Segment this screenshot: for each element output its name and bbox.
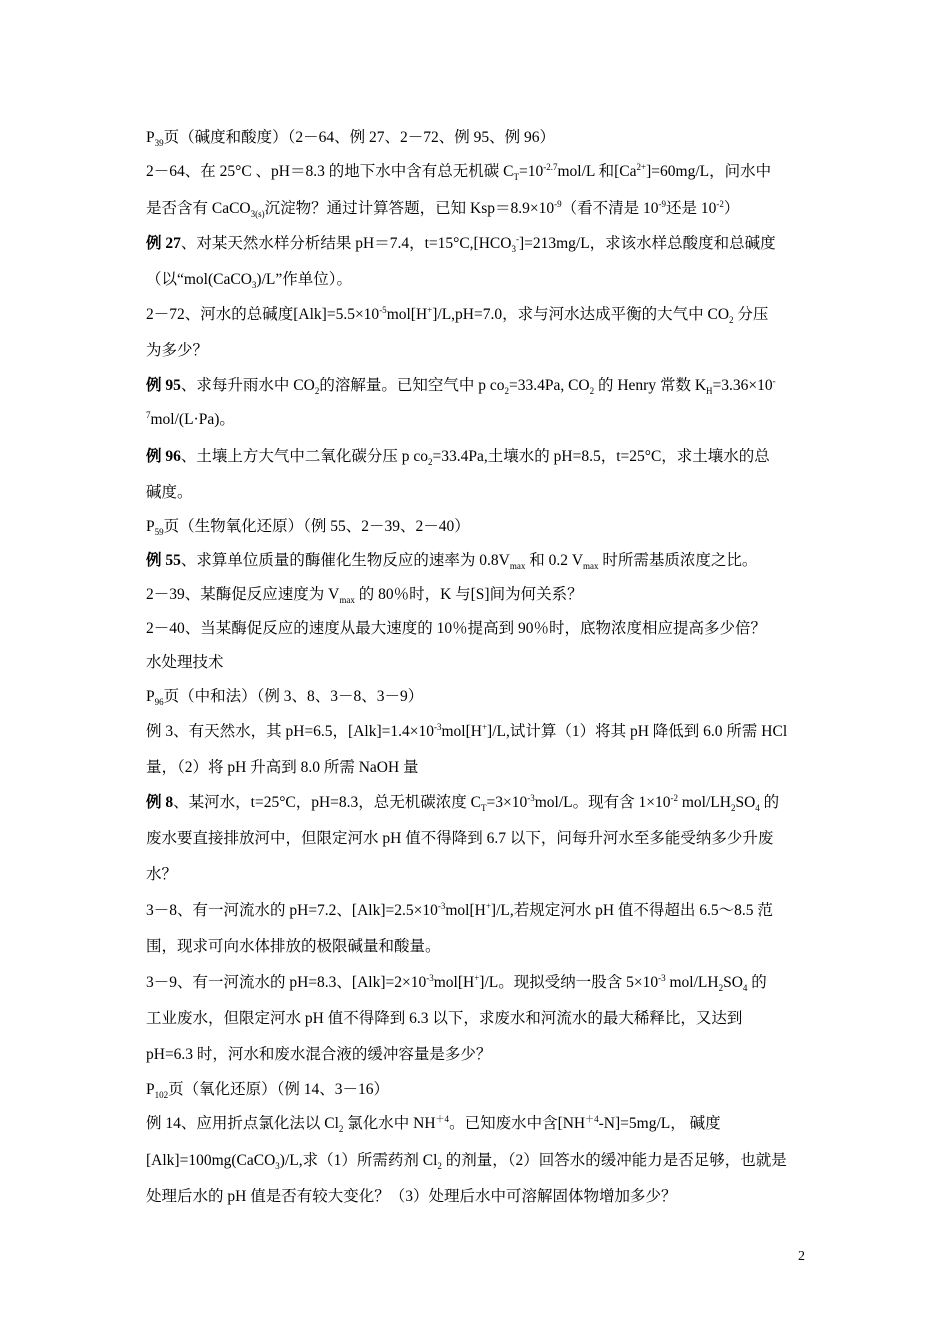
problem-2-64-line-2: 是否含有 CaCO$_{3(s)}$沉淀物？通过计算答题，已知 $Ksp=8.9\times 10^{-9}$（看不清是 $10^{-9}$还是 $10^{-2}$） bbox=[146, 198, 740, 220]
section-title-water-treatment: 水处理技术 bbox=[146, 654, 224, 671]
section-heading-p39: $P_{39}$页（碱度和酸度）（2－64、例 27、2－72、例 95、例 96） bbox=[146, 129, 556, 149]
example-96-line-2: 碱度。 bbox=[146, 484, 193, 501]
problem-3-9-line-3: pH=6.3 时，河水和废水混合液的缓冲容量是多少？ bbox=[146, 1046, 492, 1063]
section-heading-p96: $P_{96}$页（中和法）（例 3、8、3－8、3－9） bbox=[146, 688, 424, 708]
problem-3-9-line-2: 工业废水，但限定河水 pH 值不得降到 6.3 以下，求废水和河流水的最大稀释比，又达到 bbox=[146, 1010, 743, 1027]
page-number: 2 bbox=[798, 1249, 805, 1264]
problem-3-8-line-1: 3－8、有一河流水的 pH=7.2、$[Alk]=2.5\times 10^{-3}mol[H^+]/L$,若规定河水 pH 值不得超出 6.5～8.5 范 bbox=[146, 900, 773, 919]
example-3-line-2: 量，（2）将 pH 升高到 8.0 所需 NaOH 量 bbox=[146, 759, 419, 776]
example-96-line-1: 例 96、土壤上方大气中二氧化碳分压 p $co_2=33.4Pa$,土壤水的 pH=8.5，t=25°C，求土壤水的总 bbox=[146, 448, 770, 468]
example-8-line-3: 水？ bbox=[146, 866, 178, 883]
example-27-line-2: （以“mol(CaCO$_3$)/L”作单位）。 bbox=[146, 271, 352, 291]
example-95-line-2: $^7$mol/(L·Pa)。 bbox=[146, 409, 235, 428]
section-heading-p59: $P_{59}$页（生物氧化还原）（例 55、2－39、2－40） bbox=[146, 518, 470, 538]
example-95-line-1: 例 95、求每升雨水中 $CO_2$的溶解量。已知空气中 p $co_2=33.4Pa$, $CO_2$ 的 Henry 常数 $K_H=3.36\times 10^-$ bbox=[146, 375, 776, 397]
example-3-line-1: 例 3、有天然水，其 pH=6.5，$[Alk]=1.4\times 10^{-3}mol[H^+]/L$,试计算（1）将其 pH 降低到 6.0 所需 HCl bbox=[146, 721, 788, 740]
problem-3-8-line-2: 围，现求可向水体排放的极限碱量和酸量。 bbox=[146, 938, 441, 955]
example-8-line-2: 废水要直接排放河中，但限定河水 pH 值不得降到 6.7 以下，问每升河水至多能受纳多少升废 bbox=[146, 830, 774, 847]
problem-2-64-line-1: 2－64、在 25°C 、pH＝8.3 的地下水中含有总无机碳 $C_T=10^{-2.7}mol/L$ 和$[Ca^{2+}]=60mg/L$，问水中 bbox=[146, 161, 772, 183]
problem-2-39: 2－39、某酶促反应速度为 $V_{max}$ 的 80％时，K 与[S]间为何关系？ bbox=[146, 586, 583, 606]
example-14-line-1: 例 14、应用折点氯化法以 $Cl_2$ 氯化水中 $NH^{+4}$。已知废水中含$[NH^{+4}-N]=5mg/L$， 碱度 bbox=[146, 1113, 721, 1135]
example-55: 例 55、求算单位质量的酶催化生物反应的速率为 $0.8V_{max}$ 和 0.2 $V_{max}$ 时所需基质浓度之比。 bbox=[146, 552, 758, 572]
example-14-line-2: [Alk]=100mg(CaCO$_3$)/L,求（1）所需药剂 $Cl_2$ 的剂量，（2）回答水的缓冲能力是否足够，也就是 bbox=[146, 1152, 787, 1172]
section-heading-p102: $P_{102}$页（氧化还原）（例 14、3－16） bbox=[146, 1081, 390, 1101]
problem-2-72-line-2: 为多少？ bbox=[146, 342, 209, 359]
example-14-line-3: 处理后水的 pH 值是否有较大变化？（3）处理后水中可溶解固体物增加多少？ bbox=[146, 1188, 677, 1205]
example-27-line-1: 例 27、对某天然水样分析结果 pH＝7.4，$t=15^\circ C,[HCO_3^-]=213mg/L$，求该水样总酸度和总碱度 bbox=[146, 233, 776, 255]
problem-3-9-line-1: 3－9、有一河流水的 pH=8.3、$[Alk]=2\times 10^{-3}mol[H^+]/L$。现拟受纳一股含 $5\times 10^{-3}$ mol/$LH_2SO_4$ 的 bbox=[146, 972, 767, 994]
example-8-line-1: 例 8、某河水，t=25°C，pH=8.3，总无机碳浓度 $C_T=3\times 10^{-3}mol/L$。现有含 $1\times 10^{-2}$ mol/$LH_2SO_4$ 的 bbox=[146, 792, 780, 814]
problem-2-72-line-1: 2－72、河水的总碱度$[Alk]=5.5\times 10^{-5}mol[H^+]/L,pH=7.0$，求与河水达成平衡的大气中 $CO_2$ 分压 bbox=[146, 304, 769, 326]
problem-2-40: 2－40、当某酶促反应的速度从最大速度的 10％提高到 90％时，底物浓度相应提高多少倍？ bbox=[146, 620, 767, 637]
